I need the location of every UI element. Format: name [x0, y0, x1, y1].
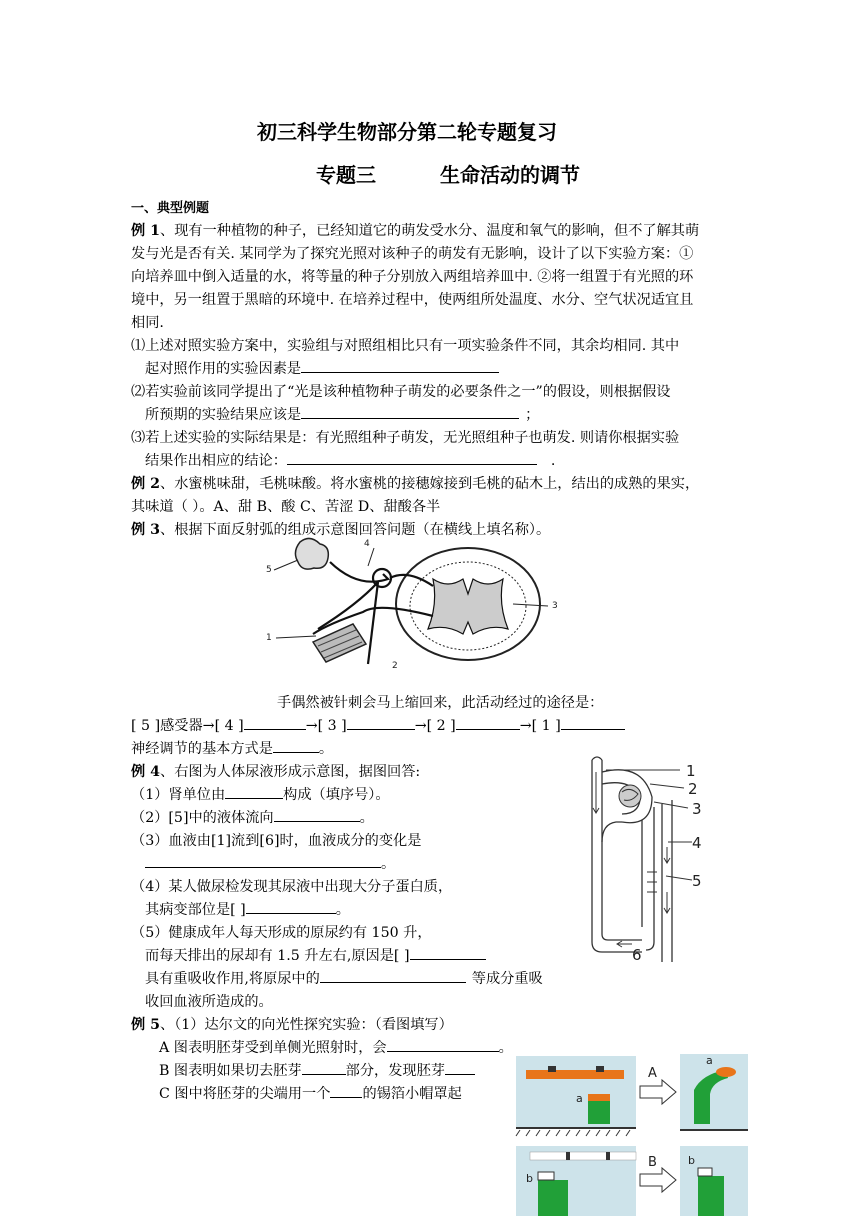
kidney-label-4: 4	[692, 834, 702, 852]
ex4-q4-end: 。	[335, 902, 350, 918]
ex5-a	[159, 1037, 513, 1059]
reflex-label-5: 5	[266, 565, 272, 575]
ex4-q5-text: 而每天排出的尿却有 1.5 升左右,原因是[ ]	[145, 948, 410, 964]
ex3-path	[131, 715, 625, 737]
urine-formation-figure	[582, 752, 712, 962]
ex5-b-text: B 图表明如果切去胚芽	[159, 1063, 302, 1079]
ex4-q5-blank1[interactable]	[410, 945, 486, 960]
ex5-b	[159, 1060, 475, 1082]
ex1-q1-text: 起对照作用的实验因素是	[145, 361, 302, 377]
ex1-q2-end: ；	[525, 407, 540, 423]
ex3-q2	[131, 738, 333, 760]
ex1-line1	[131, 220, 699, 242]
ex1-q3-text: 结果作出相应的结论：	[145, 453, 287, 469]
ex4-q1-blank[interactable]	[225, 784, 283, 799]
ex5-c-blank[interactable]	[330, 1083, 362, 1098]
ex5-label: 例 5	[131, 1017, 160, 1033]
tip-label-b2: b	[688, 1154, 695, 1167]
gray-matter	[428, 579, 508, 634]
ex1-line3: 向培养皿中倒入适量的水，将等量的种子分别放入两组培养皿中. ②将一组置于有光照的环	[131, 269, 694, 285]
ex3-q1: 手偶然被针刺会马上缩回来，此活动经过的途径是：	[277, 695, 604, 711]
kidney-label-2: 2	[688, 780, 698, 798]
seedling-b	[538, 1180, 568, 1216]
ex1-q3-line2	[145, 450, 555, 472]
ex5-line1	[131, 1014, 453, 1036]
ex4-q5-line1: （5）健康成年人每天形成的原尿约有 150 升，	[131, 925, 432, 941]
arrow-a-label: A	[648, 1066, 657, 1081]
ex3-q2-text: 神经调节的基本方式是	[131, 741, 273, 757]
ex4-q5-line4: 收回血液所造成的。	[145, 994, 273, 1010]
path-blank-2[interactable]	[456, 715, 520, 730]
ex4-q1-end: 构成（填序号）。	[283, 787, 390, 803]
ex1-q3-end: .	[550, 453, 556, 469]
ex4-q5-line3	[145, 968, 543, 990]
ex4-text: 、右图为人体尿液形成示意图，据图回答:	[160, 764, 421, 780]
arrow-a	[640, 1080, 676, 1104]
reflex-arc-figure	[258, 534, 588, 674]
path-blank-1[interactable]	[561, 715, 625, 730]
reflex-label-3: 3	[552, 601, 558, 611]
reflex-label-2: 2	[392, 661, 398, 671]
ex3-text: 、根据下面反射弧的组成示意图回答问题（在横线上填名称）。	[160, 522, 551, 538]
ex4-q3: （3）血液由[1]流到[6]时，血液成分的变化是	[131, 833, 422, 849]
topic-number: 专题三	[316, 163, 376, 187]
tip-label-b1: b	[526, 1172, 533, 1185]
ex4-q3-end: 。	[381, 856, 396, 872]
panel-a-after	[680, 1054, 748, 1130]
ex4-q5-text2: 具有重吸收作用,将原尿中的	[145, 971, 320, 987]
path-step-2: →[ 3 ]	[305, 718, 347, 734]
ex1-q1-line2	[145, 358, 499, 380]
tip-label-a1: a	[576, 1092, 583, 1105]
ex1-q1-blank[interactable]	[301, 358, 499, 373]
path-step-1: [ 5 ]感受器→[ 4 ]	[131, 718, 244, 734]
arrow-b-label: B	[648, 1155, 657, 1170]
ex5-a-text: A 图表明胚芽受到单侧光照射时，会	[159, 1040, 387, 1056]
ex2-line2: 其味道（ ）。A、甜 B、酸 C、苦涩 D、甜酸各半	[131, 499, 441, 515]
section-heading: 一、典型例题	[131, 201, 210, 216]
ex1-line2: 发与光是否有关. 某同学为了探究光照对该种子的萌发有无影响，设计了以下实验方案：①	[131, 246, 694, 262]
ex4-q2-blank[interactable]	[274, 807, 360, 822]
ex4-q2-text: （2）[5]中的液体流向	[131, 810, 274, 826]
ex1-q2-line2	[145, 404, 539, 426]
ex3-label: 例 3	[131, 522, 160, 538]
ex4-q3-answer	[145, 853, 395, 875]
ex5-b-blank1[interactable]	[302, 1060, 346, 1075]
path-step-3: →[ 2 ]	[414, 718, 456, 734]
ex5-b-text2: 部分，发现胚芽	[345, 1063, 445, 1079]
kidney-label-6: 6	[632, 946, 642, 962]
path-step-4: →[ 1 ]	[519, 718, 561, 734]
ex5-text: 、（1）达尔文的向光性探究实验：（看图填写）	[160, 1017, 453, 1033]
ex3-q2-blank[interactable]	[273, 738, 319, 753]
ex1-line4: 境中，另一组置于黑暗的环境中. 在培养过程中，使两组所处温度、水分、空气状况适宜且	[131, 292, 694, 308]
ex4-q4-blank[interactable]	[246, 899, 336, 914]
ex5-c-text2: 的锡箔小帽罩起	[362, 1086, 462, 1102]
ex5-a-end: 。	[498, 1040, 513, 1056]
ex1-q2-line1: ⑵若实验前该同学提出了“光是该种植物种子萌发的必要条件之一”的假设，则根据假设	[131, 384, 671, 400]
ex1-label: 例 1	[131, 223, 160, 239]
ex4-q3-blank[interactable]	[145, 853, 381, 868]
reflex-label-1: 1	[266, 633, 272, 643]
seedling-a	[588, 1100, 610, 1124]
tip-label-a2: a	[706, 1054, 713, 1067]
ex2-text: 、水蜜桃味甜，毛桃味酸。将水蜜桃的接穗嫁接到毛桃的砧木上，结出的成熟的果实，	[160, 476, 700, 492]
ex4-q1-text: （1）肾单位由	[131, 787, 226, 803]
ex1-line5: 相同.	[131, 315, 164, 331]
path-blank-3[interactable]	[347, 715, 415, 730]
sensory-nerve	[330, 562, 388, 582]
kidney-label-3: 3	[692, 800, 702, 818]
ex1-q2-text: 所预期的实验结果应该是	[145, 407, 302, 423]
ex4-q5-line2	[145, 945, 486, 967]
reflex-label-4: 4	[364, 539, 370, 549]
kidney-label-1: 1	[686, 762, 696, 780]
ex4-q1	[131, 784, 390, 806]
ex5-c-text: C 图中将胚芽的尖端用一个	[159, 1086, 331, 1102]
ex5-c	[159, 1083, 462, 1105]
ex2-label: 例 2	[131, 476, 160, 492]
ex4-q2-end: 。	[359, 810, 374, 826]
ex1-q2-blank[interactable]	[301, 404, 519, 419]
topic-title: 生命活动的调节	[440, 163, 580, 187]
ex4-q2	[131, 807, 374, 829]
seedling-b-after	[698, 1176, 724, 1216]
ex5-b-blank2[interactable]	[445, 1060, 475, 1075]
ex1-q1-line1: ⑴上述对照实验方案中，实验组与对照组相比只有一项实验条件不同，其余均相同. 其中	[131, 338, 680, 354]
page-title: 初三科学生物部分第二轮专题复习	[257, 120, 557, 144]
ex1-q3-line1: ⑶若上述实验的实际结果是：有光照组种子萌发，无光照组种子也萌发. 则请你根据实验	[131, 430, 680, 446]
ex4-q5-blank2[interactable]	[320, 968, 466, 983]
ex4-q4-line2	[145, 899, 350, 921]
kidney-label-5: 5	[692, 872, 702, 890]
ex4-q4-text: 其病变部位是[ ]	[145, 902, 246, 918]
ex5-a-blank[interactable]	[387, 1037, 499, 1052]
receptor-skin	[295, 538, 328, 569]
phototropism-figure	[512, 1050, 752, 1216]
ex2-line1	[131, 473, 699, 495]
ex3-q2-end: 。	[318, 741, 334, 757]
ex4-q5-text3: 等成分重吸	[471, 971, 543, 987]
glomerulus	[619, 785, 641, 807]
path-blank-4[interactable]	[244, 715, 306, 730]
ex4-line1	[131, 761, 420, 783]
ex4-label: 例 4	[131, 764, 160, 780]
arrow-b	[640, 1168, 676, 1192]
ex1-q3-blank[interactable]	[287, 450, 537, 465]
ex4-q4-line1: （4）某人做尿检发现其尿液中出现大分子蛋白质，	[131, 879, 453, 895]
ex1-text: 、现有一种植物的种子，已经知道它的萌发受水分、温度和氧气的影响，但不了解其萌	[160, 223, 700, 239]
